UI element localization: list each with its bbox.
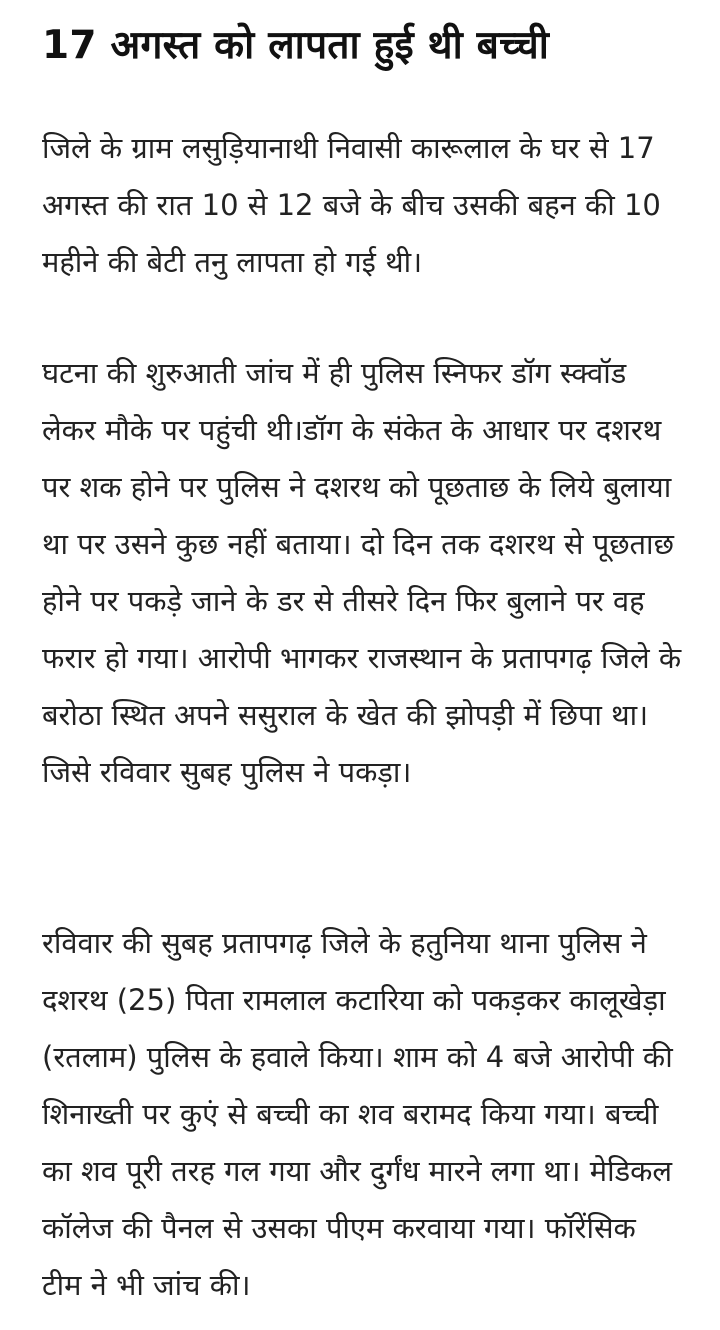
article-paragraph-2: घटना की शुरुआती जांच में ही पुलिस स्निफर डॉग स्क्वॉड लेकर मौके पर पहुंची थी।डॉग के संकेत के आधार पर दशरथ पर शक होने पर पुलिस ने दशरथ को पूछताछ के लिये बुलाया था पर उसने कुछ नहीं बताया। दो दिन तक दशरथ से पूछताछ होने पर पकड़े जाने के डर से तीसरे दिन फिर बुलाने पर वह फरार हो गया। आरोपी भागकर राजस्थान के प्रतापगढ़ जिले के बरोठा स्थित अपने ससुराल के खेत की झोपड़ी में छिपा था। जिसे रविवार सुबह पुलिस ने पकड़ा। <box>42 356 682 789</box>
article-paragraph-3: रविवार की सुबह प्रतापगढ़ जिले के हतुनिया थाना पुलिस ने दशरथ (25) पिता रामलाल कटारिया को पकड़कर कालूखेड़ा (रतलाम) पुलिस के हवाले किया। शाम को 4 बजे आरोपी की शिनाख्ती पर कुएं से बच्ची का शव बरामद किया गया। बच्ची का शव पूरी तरह गल गया और दुर्गंध मारने लगा था। मेडिकल कॉलेज की पैनल से उसका पीएम करवाया गया। फॉरेंसिक टीम ने भी जांच की। <box>42 926 673 1302</box>
article-paragraph-1: जिले के ग्राम लसुड़ियानाथी निवासी कारूलाल के घर से 17 अगस्त की रात 10 से 12 बजे के बीच उसकी बहन की 10 महीने की बेटी तनु लापता हो गई थी। <box>42 131 661 279</box>
article-headline: 17 अगस्त को लापता हुई थी बच्ची <box>42 23 550 68</box>
